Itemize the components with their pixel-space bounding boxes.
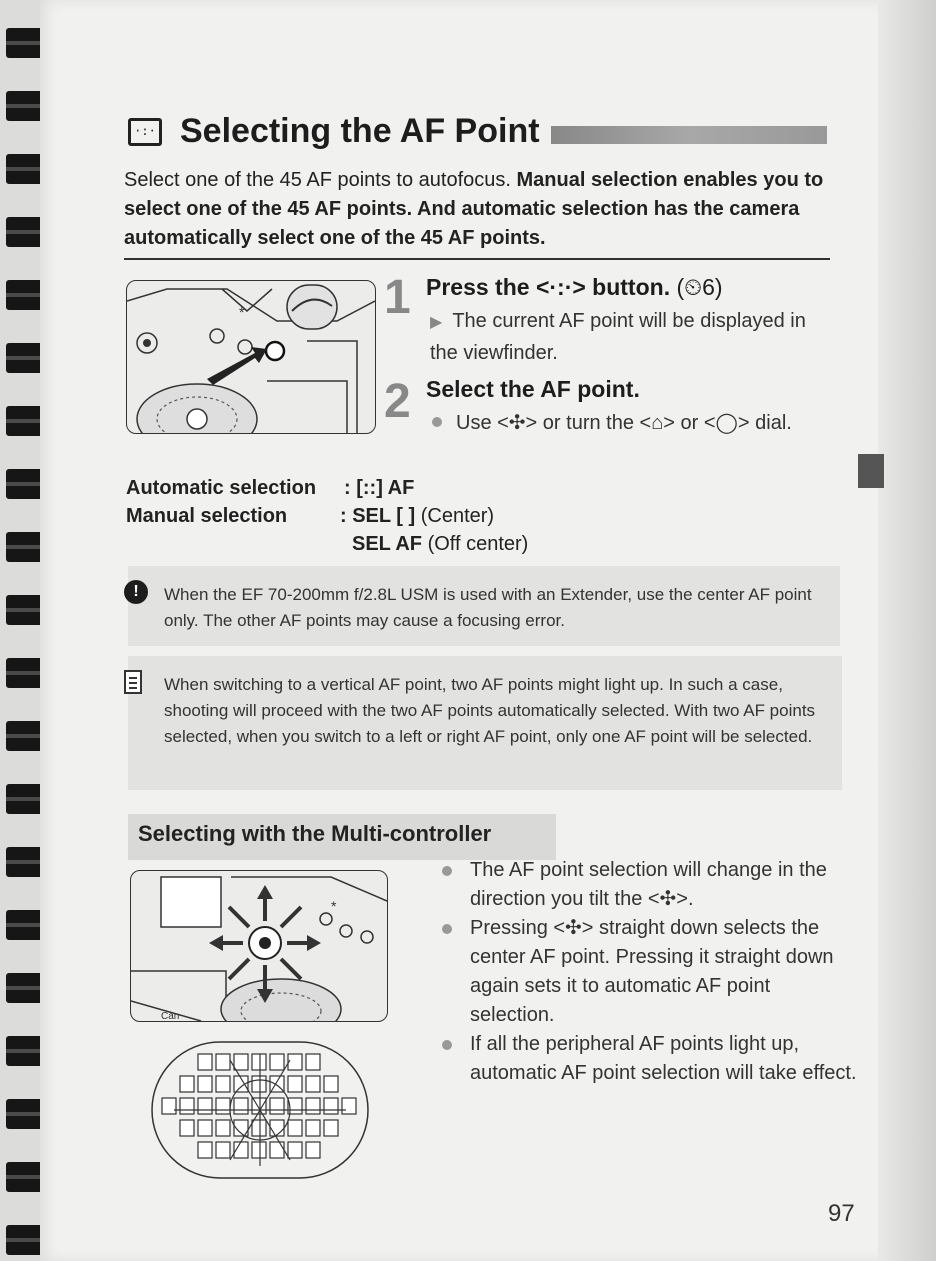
step-body — [432, 408, 832, 438]
af-point — [306, 1120, 320, 1136]
intro-paragraph — [124, 166, 830, 253]
caution-note — [128, 566, 840, 646]
page-number: 97 — [828, 1200, 855, 1227]
manual-selection-value — [340, 502, 494, 530]
intro-plain: Select one of the 45 AF points to autofocus. — [124, 169, 517, 191]
step-title: Select the AF point. — [426, 376, 640, 402]
manual-selection-label: Manual selection — [126, 505, 288, 527]
af-point — [252, 1054, 266, 1070]
manual-selection-value-2 — [352, 530, 528, 558]
af-point — [180, 1098, 194, 1114]
af-point — [216, 1120, 230, 1136]
af-point — [198, 1120, 212, 1136]
step-body-text: The current AF point will be displayed in the viewfinder. — [430, 310, 806, 364]
bullet-dot-icon — [442, 1040, 452, 1050]
step-body — [430, 306, 830, 368]
af-point — [306, 1098, 320, 1114]
af-point — [288, 1054, 302, 1070]
af-point — [198, 1098, 212, 1114]
af-point — [216, 1076, 230, 1092]
af-point — [216, 1142, 230, 1158]
af-point — [180, 1076, 194, 1092]
svg-text:*: * — [331, 898, 337, 914]
chapter-index-tab — [858, 454, 884, 488]
step-body-text: Use <✣> or turn the <⌂> or <◯> dial. — [456, 412, 792, 434]
af-point — [252, 1142, 266, 1158]
title-decoration-bar — [551, 126, 827, 144]
af-point — [270, 1142, 284, 1158]
bullet-text: Pressing <✣> straight down selects the center AF point. Pressing it straight down again sets it to automatic AF point selection. — [470, 917, 834, 1026]
section-heading: Selecting with the Multi-controller — [128, 814, 556, 860]
title-text: Selecting the AF Point — [180, 112, 540, 150]
sel-af-bold: SEL AF — [352, 533, 423, 555]
svg-text:*: * — [239, 304, 245, 320]
auto-selection-value: : [::] AF — [344, 477, 415, 499]
page-stack-edge — [878, 0, 936, 1261]
sel-af-plain: (Off center) — [422, 533, 529, 555]
af-point — [198, 1076, 212, 1092]
bullet-dot-icon — [442, 866, 452, 876]
auto-selection-label: Automatic selection — [126, 477, 317, 499]
multi-controller-bullets — [440, 856, 860, 1088]
caution-text: When the EF 70-200mm f/2.8L USM is used with an Extender, use the center AF point only. The other AF points may cause a focusing error. — [164, 585, 812, 630]
af-point — [216, 1098, 230, 1114]
af-point — [288, 1142, 302, 1158]
af-point — [306, 1142, 320, 1158]
af-point-selection-icon: ·:· — [128, 118, 162, 146]
list-item — [440, 914, 860, 1030]
step-number: 2 — [384, 375, 411, 428]
af-point — [216, 1054, 230, 1070]
af-point — [270, 1120, 284, 1136]
af-point — [342, 1098, 356, 1114]
list-item — [440, 856, 860, 914]
caution-icon: ! — [124, 580, 148, 604]
af-point — [234, 1098, 248, 1114]
af-point — [288, 1120, 302, 1136]
bullet-dot-icon — [442, 924, 452, 934]
af-point — [252, 1120, 266, 1136]
sel-center-bold: : SEL [ ] — [340, 505, 416, 527]
svg-text:Can: Can — [161, 1011, 180, 1021]
timer-reference: (⏲6) — [676, 274, 723, 300]
af-point — [306, 1076, 320, 1092]
af-point — [306, 1054, 320, 1070]
af-point — [198, 1054, 212, 1070]
sel-center-plain: (Center) — [415, 505, 495, 527]
bullet-text: The AF point selection will change in the direction you tilt the <✣>. — [470, 859, 827, 910]
memo-icon — [124, 670, 142, 694]
af-point — [234, 1054, 248, 1070]
af-point — [180, 1120, 194, 1136]
af-point — [252, 1076, 266, 1092]
af-point — [324, 1076, 338, 1092]
memo-text: When switching to a vertical AF point, two AF points might light up. In such a case, shooting will proceed with the two AF points automatically selected. With two AF points selected, when you switch to a left or right AF point, only one AF point will be selected. — [164, 675, 816, 746]
af-point — [324, 1098, 338, 1114]
list-item — [440, 1030, 860, 1088]
af-point — [324, 1120, 338, 1136]
af-point — [198, 1142, 212, 1158]
bullet-dot-icon — [432, 417, 442, 427]
section-divider — [124, 258, 830, 260]
page-title — [128, 110, 828, 158]
af-point-grid-diagram — [150, 1040, 370, 1180]
step-number: 1 — [384, 271, 411, 324]
af-point — [288, 1076, 302, 1092]
af-point — [162, 1098, 176, 1114]
step-title — [426, 274, 723, 301]
arrow-bullet-icon: ▶ — [430, 314, 443, 331]
af-point — [270, 1098, 284, 1114]
bullet-text: If all the peripheral AF points light up, automatic AF point selection will take effect. — [470, 1033, 857, 1084]
intro-bold: Manual selection enables you to select one of the 45 AF points. And automatic selection has the camera automatically select one of the 45 AF points. — [124, 169, 824, 249]
step-title-text: Press the <·:·> button. — [426, 274, 671, 300]
camera-top-illustration — [126, 280, 376, 434]
memo-note — [128, 656, 842, 790]
af-point — [270, 1054, 284, 1070]
multi-controller-illustration — [130, 870, 388, 1022]
